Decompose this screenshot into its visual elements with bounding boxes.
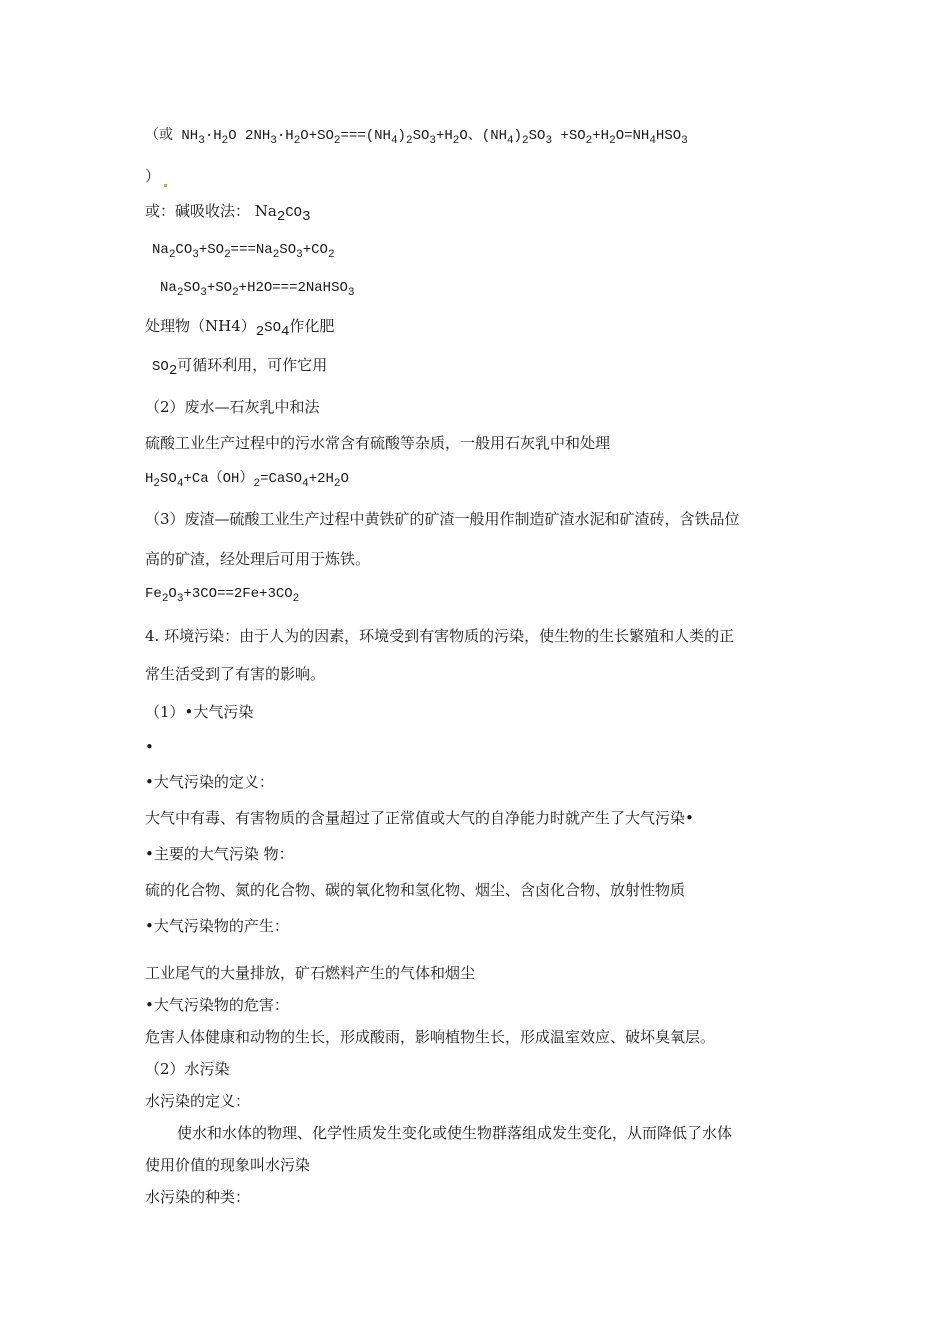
air-pollution-heading: （1）•大气污染	[145, 703, 254, 721]
pollutant-source-label: •大气污染物的产生：	[145, 917, 289, 935]
equation-na2so3: $Na_2SO_3+SO_2+H2O===2NaHSO_3$	[160, 280, 355, 299]
equation-ammonia-absorption: （或 $NH_3\cdot H_2O$ $2NH_3\cdot H_2O+SO_2===(NH_4)_2SO_3+H_2O$、$(NH_4)_2SO_3 +SO_2+H_2O=NH_4HSO_3$	[145, 128, 688, 147]
equation-na2co3: $Na_2CO_3+SO_2===Na_2SO_3+CO_2$	[152, 242, 335, 261]
air-pollution-definition-text: 大气中有毒、有害物质的含量超过了正常值或大气的自净能力时就产生了大气污染•	[145, 809, 694, 827]
pollutant-source-text: 工业尾气的大量排放，矿石燃料产生的气体和烟尘	[145, 964, 476, 982]
pollutant-harm-label: •大气污染物的危害：	[145, 996, 289, 1014]
fertilizer-line: 处理物$(NH4)_2SO_4$作化肥	[145, 317, 335, 340]
so2-recycle-line: $SO_2$可循环利用，可作它用	[152, 356, 328, 379]
water-pollution-definition-label: 水污染的定义：	[145, 1092, 251, 1110]
bullet-empty: •	[145, 738, 154, 756]
air-pollution-definition-label: •大气污染的定义：	[145, 773, 274, 791]
wastewater-heading: （2）废水—石灰乳中和法	[145, 398, 320, 416]
closing-paren: ）	[145, 166, 167, 187]
pollution-definition-2: 常生活受到了有害的影响。	[145, 665, 326, 683]
pollutant-harm-text: 危害人体健康和动物的生长，形成酸雨，影响植物生长，形成温室效应、破坏臭氧层。	[145, 1028, 716, 1046]
water-pollution-definition-text-1: 使水和水体的物理、化学性质发生变化或使生物群落组成发生变化，从而降低了水体	[177, 1124, 733, 1142]
pollution-definition-1: 4. 环境污染：由于人为的因素，环境受到有害物质的污染，使生物的生长繁殖和人类的正	[145, 627, 735, 645]
green-dot-mark	[164, 184, 167, 187]
equation-iron-smelting: $Fe_2O_3+3CO==2Fe+3CO_2$	[145, 586, 300, 605]
wastewater-text: 硫酸工业生产过程中的污水常含有硫酸等杂质，一般用石灰乳中和处理	[145, 434, 611, 452]
waste-residue-text-1: （3）废渣—硫酸工业生产过程中黄铁矿的矿渣一般用作制造矿渣水泥和矿渣砖，含铁品位	[145, 510, 740, 528]
main-pollutants-text: 硫的化合物、氮的化合物、碳的氧化物和氢化物、烟尘、含卤化合物、放射性物质	[145, 881, 686, 899]
alkali-absorption-heading: 或：碱吸收法： $Na_2CO_3$	[145, 202, 311, 225]
waste-residue-text-2: 高的矿渣，经处理后可用于炼铁。	[145, 550, 371, 568]
equation-neutralization: $H_2SO_4+Ca(OH)_2=CaSO_4+2H_2O$	[145, 471, 349, 490]
water-pollution-heading: （2）水污染	[145, 1060, 230, 1078]
water-pollution-types-label: 水污染的种类：	[145, 1188, 251, 1206]
main-pollutants-label: •主要的大气污染 物：	[145, 845, 294, 863]
water-pollution-definition-text-2: 使用价值的现象叫水污染	[145, 1156, 311, 1174]
